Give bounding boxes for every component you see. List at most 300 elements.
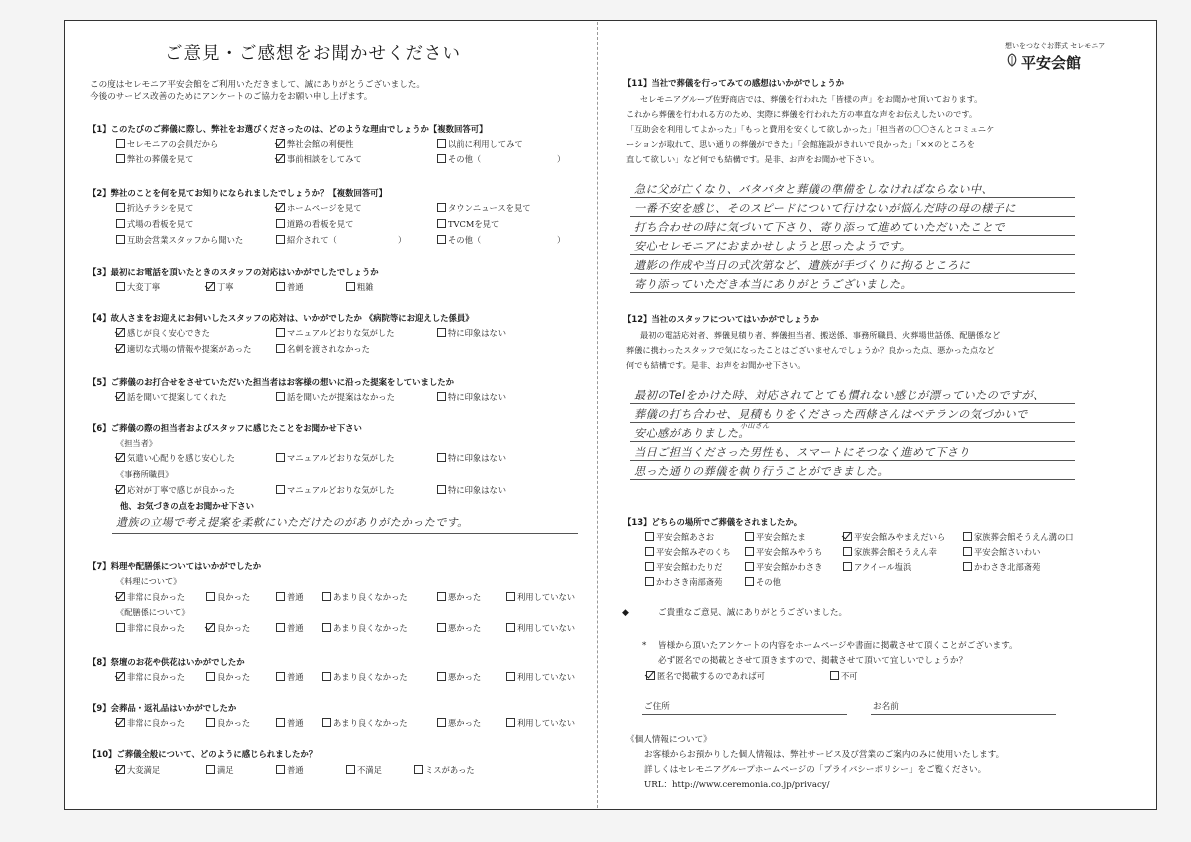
checkbox[interactable]	[963, 532, 972, 541]
option-label: あまり良くなかった	[333, 672, 408, 682]
q2-label: 【2】弊社のことを何を見てお知りになられましたでしょうか？【複数回答可】	[88, 188, 387, 198]
q9-very-good[interactable]	[116, 718, 185, 729]
q12-handwritten-line-4[interactable]: 当日ご担当くださった男性も、スマートにそつなく進めて下さり	[634, 446, 970, 459]
checkbox-checked[interactable]	[116, 592, 125, 601]
q3-option-polite[interactable]	[206, 282, 234, 293]
checkbox[interactable]	[437, 623, 446, 632]
q1-option-member[interactable]	[116, 139, 218, 150]
option-label: 特に印象はない	[448, 328, 507, 338]
checkbox[interactable]	[322, 718, 331, 727]
q3-option-very-polite[interactable]	[116, 282, 160, 293]
q13-souen-mizonokuchi[interactable]	[963, 532, 1074, 543]
q1-option-other[interactable]	[437, 154, 481, 165]
q11-handwritten-line-6[interactable]: 寄り添っていただき本当にありがとうございました。	[634, 278, 913, 291]
option-label: 非常に良かった	[127, 623, 186, 633]
leaf-logo-icon	[1005, 53, 1019, 67]
option-label: 悪かった	[448, 623, 482, 633]
q12-line-3	[630, 441, 1075, 442]
checkbox[interactable]	[745, 547, 754, 556]
q13-watarida[interactable]	[645, 562, 722, 573]
q2-option-homepage[interactable]	[276, 203, 362, 214]
address-field[interactable]	[642, 714, 847, 715]
option-label: 以前に利用してみて	[448, 139, 523, 149]
checkbox[interactable]	[830, 671, 839, 680]
q13-label: 【13】どちらの場所でご葬儀をされましたか。	[623, 517, 803, 527]
option-label: TVCMを見て	[448, 219, 500, 229]
checkbox[interactable]	[437, 139, 446, 148]
q11-handwritten-line-1[interactable]: 急に父が亡くなり、バタバタと葬儀の準備をしなければならない中、	[634, 183, 994, 196]
checkbox[interactable]	[276, 592, 285, 601]
checkbox[interactable]	[116, 154, 125, 163]
checkbox[interactable]	[437, 235, 446, 244]
option-label: 利用していない	[517, 672, 576, 682]
q5-option-no-impression[interactable]	[437, 392, 506, 403]
q2-option-venue-sign[interactable]	[116, 219, 193, 230]
option-label: 普通	[287, 592, 304, 602]
checkbox[interactable]	[206, 718, 215, 727]
checkbox-checked[interactable]	[276, 139, 285, 148]
q12-line-1	[630, 403, 1075, 404]
q6-staff-option-no-impression[interactable]	[437, 453, 506, 464]
option-label: セレモニアの会員だから	[127, 139, 219, 149]
option-label: 平安会館みぞのくち	[656, 547, 731, 557]
checkbox[interactable]	[276, 453, 285, 462]
q9-label: 【9】会葬品・返礼品はいかがでしたか	[88, 703, 237, 713]
checkbox[interactable]	[322, 592, 331, 601]
checkbox[interactable]	[645, 562, 654, 571]
option-label: 平安会館さいわい	[974, 547, 1041, 557]
checkbox-checked[interactable]	[116, 392, 125, 401]
option-label: 普通	[287, 672, 304, 682]
q7-food-good[interactable]	[206, 592, 250, 603]
checkbox-checked[interactable]	[276, 154, 285, 163]
q8-good[interactable]	[206, 672, 250, 683]
checkbox[interactable]	[843, 547, 852, 556]
q7-server-good[interactable]	[206, 623, 250, 634]
privacy-url[interactable]: URL：http://www.ceremonia.co.jp/privacy/	[644, 780, 830, 790]
q11-line-1	[630, 197, 1075, 198]
q11-line-5	[630, 273, 1075, 274]
checkbox[interactable]	[116, 282, 125, 291]
option-label: あまり良くなかった	[333, 718, 408, 728]
q2-option-other[interactable]	[437, 235, 481, 246]
checkbox-checked[interactable]	[116, 718, 125, 727]
option-label: その他（	[448, 235, 482, 245]
q5-option-no-proposal[interactable]	[276, 392, 395, 403]
checkbox[interactable]	[437, 328, 446, 337]
checkbox[interactable]	[437, 453, 446, 462]
q2-option-town-news[interactable]	[437, 203, 531, 214]
privacy-title: 《個人情報について》	[626, 735, 712, 745]
q13-kawasaki-south[interactable]	[645, 577, 722, 588]
option-label: 普通	[287, 623, 304, 633]
option-label: その他（	[448, 154, 482, 164]
checkbox[interactable]	[963, 547, 972, 556]
q7-server-not-good[interactable]	[322, 623, 408, 634]
checkbox[interactable]	[276, 672, 285, 681]
option-label: マニュアルどおりな気がした	[287, 485, 395, 495]
checkbox-checked[interactable]	[276, 203, 285, 212]
option-label: 悪かった	[448, 672, 482, 682]
q7-server-very-good[interactable]	[116, 623, 185, 634]
option-label: 粗雑	[357, 282, 374, 292]
q9-good[interactable]	[206, 718, 250, 729]
q10-label: 【10】ご葬儀全般について、どのように感じられましたか？	[88, 749, 318, 759]
checkbox-checked[interactable]	[646, 671, 655, 680]
checkbox[interactable]	[276, 235, 285, 244]
q12-line-5	[630, 479, 1075, 480]
q3-option-normal[interactable]	[276, 282, 304, 293]
q12-small-note[interactable]: 小山さん	[740, 422, 770, 430]
option-label: その他	[756, 577, 781, 587]
q13-saiwai[interactable]	[963, 547, 1040, 558]
consent-line-1: 皆様から頂いたアンケートの内容をホームページや書面に掲載させて頂くことがございます。	[658, 641, 1018, 651]
q13-tama[interactable]	[745, 532, 806, 543]
q13-other[interactable]	[745, 577, 781, 588]
option-label: 家族葬会館そうえん溝の口	[974, 532, 1074, 542]
checkbox-checked[interactable]	[116, 344, 125, 353]
checkbox-checked[interactable]	[116, 453, 125, 462]
q11-label: 【11】当社で葬儀を行ってみての感想はいかがでしょうか	[623, 78, 845, 88]
consent-option-yes[interactable]	[646, 671, 765, 682]
q10-very-satisfied[interactable]	[116, 765, 160, 776]
option-label: 不満足	[357, 765, 382, 775]
option-label: 話を聞いたが提案はなかった	[287, 392, 395, 402]
q6-staff-option-caring[interactable]	[116, 453, 235, 464]
checkbox[interactable]	[843, 562, 852, 571]
checkbox[interactable]	[276, 344, 285, 353]
q9-bad[interactable]	[437, 718, 481, 729]
q1-other-close: ）	[557, 154, 566, 164]
q2-referral-close: ）	[398, 235, 407, 245]
q8-not-good[interactable]	[322, 672, 408, 683]
option-label: 話を聞いて提案してくれた	[127, 392, 227, 402]
q11-desc-4: ーションが取れて、思い通りの葬儀ができた」「会館施設がきれいで良かった」「××のところを	[626, 139, 975, 149]
checkbox[interactable]	[745, 532, 754, 541]
checkbox[interactable]	[437, 392, 446, 401]
checkbox[interactable]	[346, 282, 355, 291]
checkbox[interactable]	[645, 547, 654, 556]
q11-handwritten-line-4[interactable]: 安心セレモニアにおまかせしようと思ったようです。	[634, 240, 912, 253]
q9-normal[interactable]	[276, 718, 304, 729]
q1-label: 【1】このたびのご葬儀に際し、弊社をお選びくださったのは、どのような理由でしょうか【複数回答可】	[88, 124, 488, 134]
option-label: 平安会館あさお	[656, 532, 715, 542]
q13-accueil-shiohama[interactable]	[843, 562, 911, 573]
q12-line-2	[630, 422, 1075, 423]
checkbox[interactable]	[276, 485, 285, 494]
q7-sub-server: 《配膳係について》	[116, 607, 190, 617]
thanks-message: ご貴重なご意見、誠にありがとうございました。	[658, 608, 848, 618]
q6-other-label: 他、お気づきの点をお聞かせ下さい	[120, 501, 254, 511]
checkbox[interactable]	[745, 562, 754, 571]
option-label: 利用していない	[517, 718, 576, 728]
checkbox[interactable]	[437, 219, 446, 228]
checkbox[interactable]	[506, 592, 515, 601]
checkbox[interactable]	[276, 328, 285, 337]
q2-other-close: ）	[557, 235, 566, 245]
checkbox[interactable]	[206, 672, 215, 681]
checkbox[interactable]	[116, 623, 125, 632]
q6-handwritten-comment[interactable]: 遺族の立場で考え提案を柔軟にいただけたのがありがたかったです。	[116, 516, 469, 529]
name-field[interactable]	[871, 714, 1056, 715]
q1-option-saw-funeral[interactable]	[116, 154, 193, 165]
checkbox[interactable]	[506, 623, 515, 632]
option-label: 非常に良かった	[127, 672, 186, 682]
q6-sub-staff: 《担当者》	[116, 438, 157, 448]
q7-label: 【7】料理や配膳係についてはいかがでしたか	[88, 561, 262, 571]
option-label: 特に印象はない	[448, 485, 507, 495]
checkbox[interactable]	[116, 203, 125, 212]
option-label: 利用していない	[517, 592, 576, 602]
q1-option-previous[interactable]	[437, 139, 523, 150]
q7-food-not-good[interactable]	[322, 592, 408, 603]
q13-kawasaki[interactable]	[745, 562, 822, 573]
option-label: 弊社の葬儀を見て	[127, 154, 194, 164]
checkbox[interactable]	[645, 532, 654, 541]
option-label: 不可	[841, 671, 858, 681]
option-label: 非常に良かった	[127, 718, 186, 728]
option-label: かわさき南部斎苑	[656, 577, 723, 587]
option-label: 匿名で掲載するのであれば可	[657, 671, 765, 681]
q10-unsatisfied[interactable]	[346, 765, 382, 776]
checkbox-checked[interactable]	[843, 532, 852, 541]
option-label: 弊社会館の利便性	[287, 139, 354, 149]
q6-comment-line	[112, 533, 578, 534]
option-label: 式場の看板を見て	[127, 219, 194, 229]
q11-handwritten-line-2[interactable]: 一番不安を感じ、そのスピードについて行けないが悩んだ時の母の様子に	[634, 202, 1016, 215]
checkbox[interactable]	[276, 219, 285, 228]
checkbox[interactable]	[645, 577, 654, 586]
consent-line-2: 必ず匿名での掲載とさせて頂きますので、掲載させて頂いて宜しいでしょうか？	[658, 656, 968, 666]
option-label: 特に印象はない	[448, 453, 507, 463]
q2-option-tvcm[interactable]	[437, 219, 499, 230]
q7-server-normal[interactable]	[276, 623, 304, 634]
q13-souen-saiwai[interactable]	[843, 547, 937, 558]
q2-option-referral[interactable]	[276, 235, 337, 246]
q10-mistake[interactable]	[414, 765, 475, 776]
checkbox[interactable]	[437, 485, 446, 494]
option-label: 特に印象はない	[448, 392, 507, 402]
q10-normal[interactable]	[276, 765, 304, 776]
q13-miyauchi[interactable]	[745, 547, 822, 558]
privacy-line-2: 詳しくはセレモニアグループホームページの「プライバシーポリシー」をご覧ください。	[644, 765, 987, 775]
checkbox[interactable]	[322, 672, 331, 681]
q12-handwritten-line-5[interactable]: 思った通りの葬儀を執り行うことができました。	[634, 465, 889, 478]
q11-line-6	[630, 292, 1075, 293]
q4-option-venue-info[interactable]	[116, 344, 251, 355]
q12-handwritten-line-1[interactable]: 最初のTelをかけた時、対応されてとても慣れない感じが漂っていたのですが、	[634, 389, 1045, 402]
checkbox[interactable]	[963, 562, 972, 571]
option-label: あまり良くなかった	[333, 592, 408, 602]
q11-desc-2: これから葬儀を行われる方のため、実際に葬儀を行われた方の率直な声をお伝えしたいのです。	[626, 109, 978, 119]
q12-label: 【12】当社のスタッフについてはいかがでしょうか	[623, 314, 819, 324]
checkbox[interactable]	[206, 765, 215, 774]
diamond-icon: ◆	[622, 608, 629, 618]
checkbox[interactable]	[437, 592, 446, 601]
option-label: アクイール塩浜	[854, 562, 912, 572]
option-label: マニュアルどおりな気がした	[287, 453, 395, 463]
option-label: あまり良くなかった	[333, 623, 408, 633]
option-label: 平安会館わたりだ	[656, 562, 723, 572]
q4-label: 【4】故人さまをお迎えにお伺いしたスタッフの応対は、いかがでしたか 《病院等にお迎えした係員》	[88, 313, 474, 323]
q7-food-very-good[interactable]	[116, 592, 185, 603]
checkbox[interactable]	[276, 282, 285, 291]
q6-staff-option-manual[interactable]	[276, 453, 395, 464]
q11-handwritten-line-5[interactable]: 遺影の作成や当日の式次第など、遺族が手づくりに拘るところに	[634, 259, 971, 272]
q7-food-normal[interactable]	[276, 592, 304, 603]
q8-label: 【8】祭壇のお花や供花はいかがでしたか	[88, 657, 245, 667]
q2-option-staff[interactable]	[116, 235, 243, 246]
option-label: 適切な式場の情報や提案があった	[127, 344, 252, 354]
option-label: 名刺を渡されなかった	[287, 344, 370, 354]
checkbox[interactable]	[276, 392, 285, 401]
logo-brand: 想いをつなぐお葬式 セレモニア	[1005, 42, 1106, 50]
q10-satisfied[interactable]	[206, 765, 234, 776]
option-label: 平安会館みやうち	[756, 547, 823, 557]
option-label: 悪かった	[448, 592, 482, 602]
option-label: 平安会館みやまえだいら	[854, 532, 946, 542]
option-label: 非常に良かった	[127, 592, 186, 602]
option-label: 気遣い心配りを感じ安心した	[127, 453, 235, 463]
checkbox[interactable]	[745, 577, 754, 586]
option-label: 感じが良く安心できた	[127, 328, 210, 338]
option-label: マニュアルどおりな気がした	[287, 328, 395, 338]
checkbox-checked[interactable]	[206, 623, 215, 632]
q11-handwritten-line-3[interactable]: 打ち合わせの時に気づいて下さり、寄り添って進めていただいたことで	[634, 221, 1005, 234]
q4-option-manual[interactable]	[276, 328, 395, 339]
checkbox-checked[interactable]	[116, 485, 125, 494]
option-label: ミスがあった	[425, 765, 475, 775]
checkbox[interactable]	[116, 139, 125, 148]
q9-not-good[interactable]	[322, 718, 408, 729]
consent-option-no[interactable]	[830, 671, 858, 682]
q11-desc-3: 「互助会を利用してよかった」「もっと費用を安くして欲しかった」「担当者の〇〇さんとコミュニケ	[626, 124, 995, 134]
checkbox[interactable]	[437, 718, 446, 727]
q7-food-bad[interactable]	[437, 592, 481, 603]
checkbox-checked[interactable]	[116, 328, 125, 337]
q12-desc-1: 最初の電話応対者、葬儀見積り者、葬儀担当者、搬送係、事務所職員、火葬場世話係、配膳係など	[640, 330, 1001, 340]
q12-line-4	[630, 460, 1075, 461]
intro-line-2: 今後のサービス改善のためにアンケートのご協力をお願い申し上げます。	[90, 92, 373, 102]
checkbox-checked[interactable]	[116, 765, 125, 774]
q4-option-reassured[interactable]	[116, 328, 210, 339]
option-label: かわさき北部斎苑	[974, 562, 1041, 572]
option-label: 平安会館たま	[756, 532, 806, 542]
checkbox[interactable]	[506, 672, 515, 681]
option-label: 普通	[287, 282, 304, 292]
q6-office-option-no-impression[interactable]	[437, 485, 506, 496]
q8-normal[interactable]	[276, 672, 304, 683]
q7-server-not-used[interactable]	[506, 623, 575, 634]
q8-very-good[interactable]	[116, 672, 185, 683]
q9-not-used[interactable]	[506, 718, 575, 729]
option-label: 紹介されて（	[287, 235, 337, 245]
checkbox[interactable]	[276, 765, 285, 774]
checkbox[interactable]	[437, 203, 446, 212]
q13-mizonokuchi[interactable]	[645, 547, 731, 558]
privacy-line-1: お客様からお預かりした個人情報は、弊社サービス及び営業のご案内のみに使用いたします。	[644, 750, 1005, 760]
q4-option-no-card[interactable]	[276, 344, 370, 355]
q13-kawasaki-north[interactable]	[963, 562, 1040, 573]
q6-office-option-polite[interactable]	[116, 485, 235, 496]
option-label: 平安会館かわさき	[756, 562, 823, 572]
q3-label: 【3】最初にお電話を頂いたときのスタッフの対応はいかがでしたでしょうか	[88, 267, 379, 277]
option-label: 大変満足	[127, 765, 161, 775]
option-label: ホームページを見て	[287, 203, 362, 213]
checkbox[interactable]	[437, 672, 446, 681]
q12-desc-3: 何でも結構です。是非、お声をお聞かせ下さい。	[626, 360, 806, 370]
checkbox[interactable]	[414, 765, 423, 774]
checkbox[interactable]	[506, 718, 515, 727]
option-label: 良かった	[217, 672, 251, 682]
option-label: 互助会営業スタッフから聞いた	[127, 235, 244, 245]
q6-sub-office: 《事務所職員》	[116, 469, 174, 479]
checkbox[interactable]	[437, 154, 446, 163]
option-label: 応対が丁寧で感じが良かった	[127, 485, 235, 495]
q7-food-not-used[interactable]	[506, 592, 575, 603]
q1-option-consultation[interactable]	[276, 154, 362, 165]
q7-sub-food: 《料理について》	[116, 576, 182, 586]
q11-desc-1: セレモニアグループ佐野商店では、葬儀を行われた「皆様の声」をお聞かせ頂いております。	[640, 94, 983, 104]
q12-handwritten-line-3[interactable]: 安心感がありました。	[634, 427, 750, 440]
q5-option-listened[interactable]	[116, 392, 227, 403]
checkbox-checked[interactable]	[206, 282, 215, 291]
option-label: 悪かった	[448, 718, 482, 728]
option-label: 良かった	[217, 623, 251, 633]
option-label: 普通	[287, 718, 304, 728]
option-label: 良かった	[217, 718, 251, 728]
checkbox[interactable]	[322, 623, 331, 632]
option-label: 普通	[287, 765, 304, 775]
q7-server-bad[interactable]	[437, 623, 481, 634]
option-label: 良かった	[217, 592, 251, 602]
q2-option-road-sign[interactable]	[276, 219, 353, 230]
q4-option-no-impression[interactable]	[437, 328, 506, 339]
option-label: 満足	[217, 765, 234, 775]
q6-office-option-manual[interactable]	[276, 485, 395, 496]
q8-bad[interactable]	[437, 672, 481, 683]
checkbox-checked[interactable]	[116, 672, 125, 681]
checkbox[interactable]	[206, 592, 215, 601]
q12-desc-2: 葬儀に携わったスタッフで気になったことはございませんでしょうか？良かった点、悪かった点など	[626, 345, 995, 355]
q8-not-used[interactable]	[506, 672, 575, 683]
option-label: タウンニュースを見て	[448, 203, 531, 213]
page-title: ご意見・ご感想をお聞かせください	[165, 44, 461, 64]
logo-name: 平安会館	[1021, 54, 1082, 72]
checkbox[interactable]	[276, 718, 285, 727]
q12-handwritten-line-2[interactable]: 葬儀の打ち合わせ、見積もりをくださった西條さんはベテランの気づかいで	[634, 408, 1028, 421]
option-label: 丁寧	[217, 282, 234, 292]
option-label: 事前相談をしてみて	[287, 154, 362, 164]
checkbox[interactable]	[346, 765, 355, 774]
option-label: 利用していない	[517, 623, 576, 633]
checkbox[interactable]	[276, 623, 285, 632]
fold-divider	[597, 22, 598, 808]
q6-label: 【6】ご葬儀の際の担当者およびスタッフに感じたことをお聞かせ下さい	[88, 423, 362, 433]
asterisk-icon: *	[642, 641, 647, 651]
address-label: ご住所	[644, 702, 670, 712]
checkbox[interactable]	[116, 235, 125, 244]
checkbox[interactable]	[116, 219, 125, 228]
q3-option-rough[interactable]	[346, 282, 374, 293]
option-label: 道路の看板を見て	[287, 219, 354, 229]
q11-desc-5: 直して欲しい」など何でも結構です。是非、お声をお聞かせ下さい。	[626, 154, 880, 164]
q1-option-convenience[interactable]	[276, 139, 353, 150]
q13-asao[interactable]	[645, 532, 714, 543]
q11-line-3	[630, 235, 1075, 236]
q2-option-flyer[interactable]	[116, 203, 193, 214]
q13-miyamaedaira[interactable]	[843, 532, 945, 543]
